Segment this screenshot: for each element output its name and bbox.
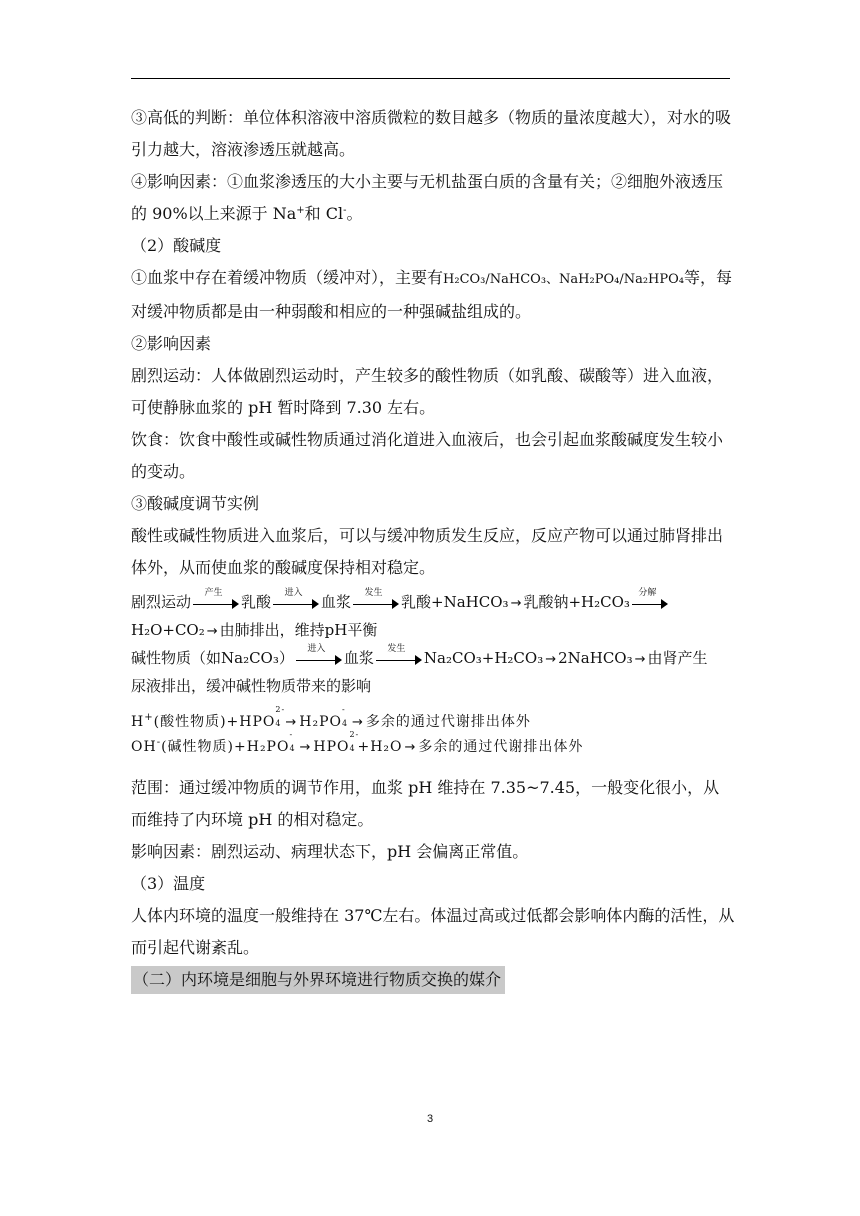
subscript: 4 <box>349 744 356 753</box>
text: +H₂O <box>357 739 403 755</box>
text: 2NaHCO₃ <box>558 649 633 667</box>
paragraph-temperature: 人体内环境的温度一般维持在 37℃左右。体温过高或过低都会影响体内酶的活性，从而引起代谢紊乱。 <box>131 906 735 957</box>
text: 由肾产生 <box>647 649 708 667</box>
text: 多余的通过代谢排出体外 <box>365 714 531 730</box>
text: (碱性物质)+H₂PO <box>161 739 290 755</box>
heading-influence: ②影响因素 <box>131 334 212 353</box>
text: H₂PO <box>299 714 342 730</box>
charge-stack <box>275 705 286 728</box>
charge: 2- <box>275 705 286 714</box>
page-body <box>131 102 735 994</box>
arrow <box>376 644 422 664</box>
arrow <box>632 588 668 608</box>
paragraph-diet: 饮食：饮食中酸性或碱性物质通过消化道进入血液后，也会引起血浆酸碱度发生较小的变动。 <box>131 430 724 481</box>
arrow-label: 发生 <box>387 644 406 654</box>
charge-stack <box>289 730 297 753</box>
paragraph-osmotic-factors <box>131 166 735 230</box>
equation-hydrogen-ion <box>131 705 735 735</box>
text: Na₂CO₃+H₂CO₃ <box>423 649 544 667</box>
right-arrow-icon: → <box>510 596 522 611</box>
arrow-label: 产生 <box>204 588 223 598</box>
page-number: 3 <box>426 1113 434 1125</box>
text: 。 <box>346 204 363 223</box>
right-arrow-icon: → <box>545 652 557 667</box>
paragraph-ph-factors: 影响因素：剧烈运动、病理状态下，pH 会偏离正常值。 <box>131 842 529 861</box>
right-arrow-icon: → <box>285 715 298 730</box>
right-arrow-icon: → <box>404 740 417 755</box>
text: OH <box>131 739 157 755</box>
charge: - <box>289 730 294 739</box>
right-arrow-icon: → <box>299 740 312 755</box>
charge: 2- <box>349 730 360 739</box>
text: 乳酸 <box>241 593 272 611</box>
text: 血浆 <box>343 649 374 667</box>
arrow-label: 分解 <box>638 588 657 598</box>
charge-stack <box>349 730 360 753</box>
heading-ph: （2）酸碱度 <box>131 236 222 255</box>
text: 乳酸钠+H₂CO₃ <box>523 593 630 611</box>
text: 和 Cl <box>304 204 344 223</box>
charge: - <box>342 705 346 714</box>
arrow <box>353 588 399 608</box>
paragraph-regulation: 酸性或碱性物质进入血浆后，可以与缓冲物质发生反应，反应产物可以通过肺肾排出体外，从而使血浆的酸碱度保持相对稳定。 <box>131 526 724 577</box>
text: 尿液排出，缓冲碱性物质带来的影响 <box>131 677 372 695</box>
equation-lactic-line2 <box>131 618 735 644</box>
buffer-formulas: H₂CO₃/NaHCO₃、NaH₂PO₄/Na₂HPO₄ <box>443 272 684 287</box>
subscript: 4 <box>342 719 349 728</box>
heading-temperature: （3）温度 <box>131 874 206 893</box>
text: (酸性物质)+HPO <box>153 714 276 730</box>
text: ①血浆中存在着缓冲物质（缓冲对），主要有 <box>131 268 444 287</box>
superscript: - <box>343 205 347 216</box>
section-heading: （二）内环境是细胞与外界环境进行物质交换的媒介 <box>131 966 505 994</box>
superscript: + <box>296 205 305 216</box>
text: ④影响因素：①血浆渗透压的大小主要与无机盐蛋白质的含量有关；②细胞外液透压的 90%以上来源于 Na <box>131 172 724 223</box>
paragraph-exercise: 剧烈运动：人体做剧烈运动时，产生较多的酸性物质（如乳酸、碳酸等）进入血液，可使静脉血浆的 pH 暂时降到 7.30 左右。 <box>131 366 724 417</box>
header-rule <box>131 78 730 79</box>
text: H₂O+CO₂ <box>131 621 205 639</box>
text: 血浆 <box>321 593 352 611</box>
paragraph-buffer <box>131 262 735 328</box>
text: 乳酸+NaHCO₃ <box>401 593 509 611</box>
right-arrow-icon: → <box>206 624 218 639</box>
text: H <box>131 714 145 730</box>
text: 剧烈运动 <box>131 593 192 611</box>
text: 等，每对缓冲物质都是由一种弱酸和相应的一种强碱盐组成的。 <box>131 268 733 321</box>
text: 多余的通过代谢排出体外 <box>418 739 584 755</box>
superscript: - <box>156 737 162 748</box>
heading-example: ③酸碱度调节实例 <box>131 494 260 513</box>
text: HPO <box>313 739 350 755</box>
equation-hydroxide-ion <box>131 730 735 760</box>
equation-alkaline-line1 <box>131 646 735 672</box>
paragraph-osmotic-level: ③高低的判断：单位体积溶液中溶质微粒的数目越多（物质的量浓度越大），对水的吸引力越大，溶液渗透压就越高。 <box>131 108 732 159</box>
paragraph-range: 范围：通过缓冲物质的调节作用，血浆 pH 维持在 7.35~7.45，一般变化很小，从而维持了内环境 pH 的相对稳定。 <box>131 778 720 829</box>
right-arrow-icon: → <box>634 652 646 667</box>
charge-stack <box>342 705 350 728</box>
text: 由肺排出，维持pH平衡 <box>219 621 378 639</box>
superscript: + <box>144 712 154 723</box>
arrow <box>296 644 342 664</box>
equation-alkaline-line2 <box>131 674 735 698</box>
arrow-label: 发生 <box>364 588 383 598</box>
subscript: 4 <box>275 719 282 728</box>
subscript: 4 <box>289 744 296 753</box>
arrow-label: 进入 <box>307 644 326 654</box>
arrow-label: 进入 <box>284 588 303 598</box>
arrow <box>193 588 239 608</box>
text: 碱性物质（如Na₂CO₃） <box>131 649 294 667</box>
right-arrow-icon: → <box>352 715 364 730</box>
equation-lactic-line1 <box>131 590 735 616</box>
arrow <box>273 588 319 608</box>
